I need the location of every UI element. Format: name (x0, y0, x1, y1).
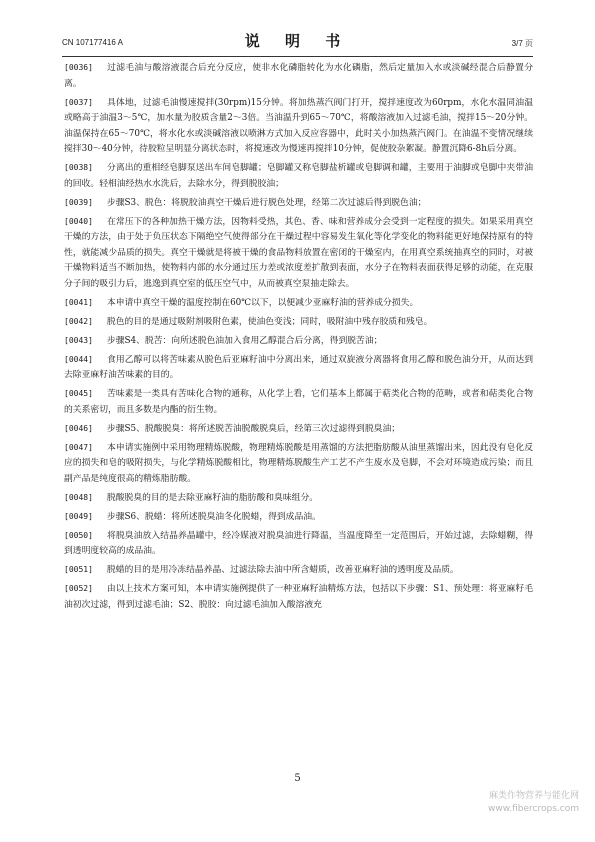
paragraph (64, 440, 533, 488)
paragraph (64, 60, 533, 92)
watermark-line2: www.fibercrops.com (488, 804, 579, 814)
paragraph (64, 421, 533, 438)
document-title: 说 明 书 (244, 32, 351, 50)
paragraph-text: 苦味素是一类具有苦味化合物的通称，从化学上看，它们基本上都属于萜类化合物的范畴，或者和萜类化合物的关系密切，而且多数是内酯的衍生物。 (64, 389, 533, 415)
paragraph-number: [0050] (64, 530, 93, 540)
paragraph-text: 由以上技术方案可知，本申请实施例提供了一种亚麻籽油精炼方法，包括以下步骤：S1、预处理：将亚麻籽毛油初次过滤，得到过滤毛油；S2、脱胶：向过滤毛油加入酸溶液充 (64, 584, 533, 610)
paragraph-number: [0042] (64, 316, 93, 326)
paragraph-text: 本申请中真空干燥的温度控制在60℃以下，以便减少亚麻籽油的营养成分损失。 (106, 297, 419, 308)
header-divider (62, 56, 533, 57)
paragraph-number: [0043] (64, 335, 93, 345)
paragraph-text: 步骤S4、脱苦：向所述脱色油加入食用乙醇混合后分离，得到脱苦油； (106, 335, 383, 346)
paragraph (64, 314, 533, 331)
paragraph (64, 490, 533, 507)
paragraph-text: 步骤S5、脱酸脱臭：将所述脱苦油脱酸脱臭后，经第三次过滤得到脱臭油； (106, 423, 401, 434)
paragraph (64, 386, 533, 418)
paragraph-number: [0037] (64, 97, 93, 107)
paragraph-text: 脱色的目的是通过吸附剂吸附色素，使油色变浅；同时，吸附油中残存胶质和残皂。 (106, 316, 433, 327)
paragraph-number: [0039] (64, 197, 93, 207)
paragraph (64, 528, 533, 560)
paragraph (64, 509, 533, 526)
paragraph-number: [0052] (64, 584, 93, 593)
paragraph (64, 562, 533, 579)
paragraph (64, 352, 533, 384)
paragraph (64, 214, 533, 293)
page-header (62, 30, 533, 52)
watermark (488, 790, 579, 816)
paragraph-text: 在常压下的各种加热干燥方法，因物料受热，其色、香、味和营养成分会受到一定程度的损失。如果采用真空干燥的方法，由于处于负压状态下隔绝空气使得部分在干燥过程中容易发生氧化等化学变化的物料能更好地保持原有的特性，就能减少品质的损失。真空干燥就是将被干燥的食品物料放置在密闭的干燥室内，在用真空系统抽真空的同时，对被干燥物料适当不断加热，使物料内部的水分通过压力差或浓度差扩散到表面，水分子在物料表面获得足够的动能，在克服分子间的吸引力后，逃逸到真空室的低压空气中，从而被真空泵抽走除去。 (64, 216, 533, 289)
paragraph-text: 分离出的重相经皂脚泵送出车间皂脚罐；皂脚罐又称皂脚盐析罐或皂脚调和罐，主要用于油脚或皂脚中夹带油的回收。轻相油经热水水洗后，去除水分，得到脱胶油； (64, 163, 533, 189)
paragraph (64, 95, 533, 158)
paragraph (64, 195, 533, 212)
paragraph-number: [0047] (64, 442, 93, 452)
paragraph-number: [0040] (64, 216, 93, 226)
paragraph-text: 将脱臭油放入结晶养晶罐中，经冷媒液对脱臭油进行降温，当温度降至一定范围后，开始过滤，去除蜡糊，得到透明度较高的成品油。 (64, 530, 533, 556)
page-indicator: 3/7 页 (511, 39, 533, 48)
paragraph-number: [0038] (64, 163, 93, 172)
paragraph-number: [0048] (64, 492, 93, 502)
patent-number: CN 107177416 A (62, 38, 123, 47)
paragraph-number: [0046] (64, 423, 93, 433)
paragraph-text: 过滤毛油与酸溶液混合后充分反应，使非水化磷脂转化为水化磷脂，然后定量加入水或淡碱经混合后静置分离。 (64, 63, 533, 89)
paragraph-number: [0036] (64, 63, 93, 72)
document-body (64, 60, 533, 616)
page-number: 5 (294, 773, 301, 784)
paragraph-number: [0051] (64, 565, 93, 574)
paragraph-text: 食用乙醇可以将苦味素从脱色后亚麻籽油中分离出来，通过双旋液分离器将食用乙醇和脱色油分开，从而达到去除亚麻籽油苦味素的目的。 (64, 354, 533, 380)
paragraph (64, 160, 533, 192)
paragraph-number: [0044] (64, 354, 93, 364)
paragraph-text: 步骤S3、脱色：将脱胶油真空干燥后进行脱色处理，经第二次过滤后得到脱色油； (106, 197, 427, 208)
paragraph-text: 脱蜡的目的是用冷冻结晶养晶、过滤法除去油中所含蜡质，改善亚麻籽油的透明度及品质。 (106, 565, 459, 575)
paragraph-number: [0045] (64, 389, 93, 398)
paragraph (64, 295, 533, 312)
paragraph (64, 581, 533, 613)
paragraph-text: 脱酸脱臭的目的是去除亚麻籽油的脂肪酸和臭味组分。 (106, 492, 319, 503)
paragraph-number: [0049] (64, 511, 93, 521)
paragraph-number: [0041] (64, 297, 93, 307)
paragraph-text: 步骤S6、脱蜡：将所述脱臭油冬化脱蜡，得到成品油。 (106, 511, 321, 522)
watermark-line1: 麻类作物营养与能化网 (488, 791, 579, 801)
paragraph-text: 具体地，过滤毛油慢速搅拌(30rpm)15分钟。将加热蒸汽阀门打开，搅拌速度改为60rpm，水化水温同油温或略高于油温3～5℃，加水量为胶质含量2～3倍。当油温升到65～70℃，将酸溶液加入过滤毛油，搅拌15～20分钟。油温保持在65～70℃，将水化水或淡碱溶液以喷淋方式加入反应容器中，此时关小加热蒸汽阀门。在油温不变情况继续搅拌30～40分钟，待胶粒呈明显分离状态时，将搅速改为慢速再搅拌10分钟，促使胶杂絮凝。静置沉降6-8h后分离。 (64, 97, 533, 154)
paragraph-text: 本申请实施例中采用物理精炼脱酸，物理精炼脱酸是用蒸馏的方法把脂肪酸从油里蒸馏出来，因此没有皂化反应的损失和皂的吸附损失，与化学精炼脱酸相比，物理精炼脱酸生产工艺不产生废水及皂脚，不会对环境造成污染；而且副产品是纯度很高的精炼脂肪酸。 (64, 442, 533, 484)
paragraph (64, 333, 533, 350)
